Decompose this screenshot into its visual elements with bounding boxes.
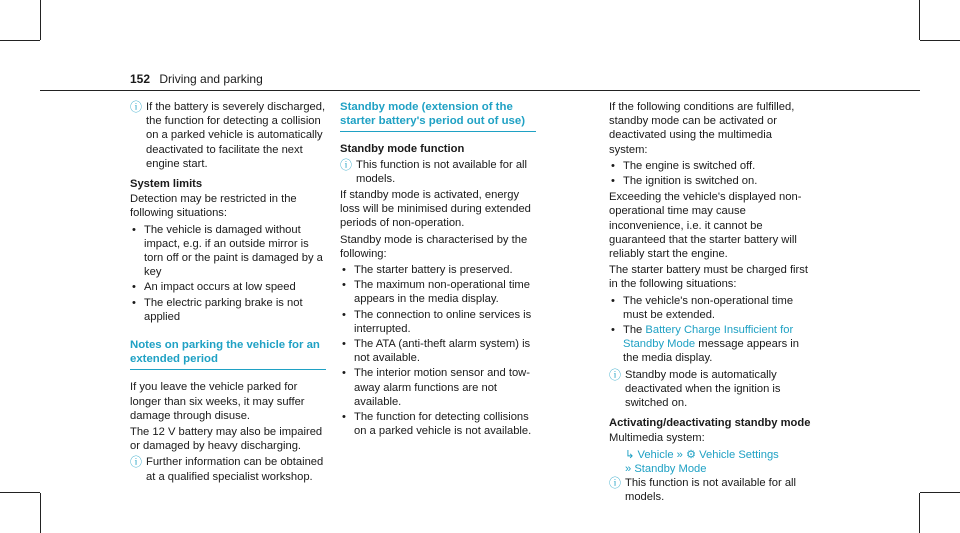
info-note: ⓘ This function is not available for all models. [609,476,797,504]
list-item: • An impact occurs at low speed [130,280,326,294]
info-note: ⓘ Standby mode is automatically deactivated when the ignition is switched on. [609,367,781,410]
info-icon: ⓘ [340,157,353,172]
system-limits-title: System limits [130,178,203,191]
crop-mark [919,493,920,533]
info-note: ⓘ This function is not available for all models. [340,157,528,185]
column-left [130,100,326,486]
paragraph: Exceeding the vehicle's displayed non-operational time may cause inconvenience, i.e. it cannot be guaranteed that the starter battery will reliably start the engine. [609,191,802,261]
crop-mark [40,493,41,533]
page-header [130,72,263,86]
crop-mark [0,492,40,493]
crop-mark [0,40,40,41]
paragraph: If standby mode is activated, energy loss will be minimised during extended periods of non-operation. [340,189,531,230]
info-icon: ⓘ [130,100,143,114]
paragraph: If you leave the vehicle parked for longer than six weeks, it may suffer damage through disuse. [130,381,305,422]
info-icon: ⓘ [130,455,143,470]
section-heading: Notes on parking the vehicle for an extended period [130,338,326,370]
list-item: • The connection to online services is interrupted. [340,308,536,336]
double-chevron-icon: » [676,448,683,461]
menu-item-standby-mode: Standby Mode [634,462,707,475]
page-number: 152 [130,72,151,86]
crop-mark [920,492,960,493]
column-middle [340,92,536,440]
subheading: Standby mode function [340,143,465,156]
list-item: • The ignition is switched on. [609,174,811,188]
crop-mark [40,0,41,40]
menu-path [625,448,811,462]
info-note: ⓘ If the battery is severely discharged, the function for detecting a collision on a parked vehicle is automatically deactivated to facilitate the next engine start. [130,100,326,170]
paragraph: Standby mode is characterised by the following: [340,233,528,260]
list-item: • The interior motion sensor and tow-away alarm functions are not available. [340,366,536,409]
list-item: • The electric parking brake is not applied [130,296,326,324]
info-icon: ⓘ [609,367,622,382]
crop-mark [920,40,960,41]
standby-features-list [340,263,536,438]
list-item: • The vehicle is damaged without impact, e.g. if an outside mirror is torn off or the paint is damaged by a key [130,223,326,280]
list-item: • The ATA (anti-theft alarm system) is not available. [340,337,536,365]
limits-list [130,223,326,324]
list-item: • The function for detecting collisions on a parked vehicle is not available. [340,410,536,438]
column-right [609,100,811,506]
menu-path [625,462,811,476]
header-rule [40,90,920,91]
limits-intro: Detection may be restricted in the following situations: [130,193,297,220]
info-icon: ⓘ [609,476,622,491]
paragraph: Multimedia system: [609,432,705,445]
car-settings-icon: ⚙ [686,448,697,461]
list-item: • The maximum non-operational time appears in the media display. [340,278,536,306]
list-item: • The starter battery is preserved. [340,263,536,277]
conditions-list [609,159,811,188]
list-item: • The vehicle's non-operational time must be extended. [609,294,811,322]
menu-item-vehicle: Vehicle [637,448,674,461]
subheading: Activating/deactivating standby mode [609,417,811,430]
list-item: • The engine is switched off. [609,159,811,173]
double-chevron-icon: » [625,462,632,475]
crop-mark [919,0,920,40]
paragraph: The 12 V battery may also be impaired or damaged by heavy discharging. [130,426,323,453]
section-heading: Standby mode (extension of the starter battery's period out of use) [340,100,536,132]
list-item: • The Battery Charge Insufficient for Standby Mode message appears in the media display. [609,323,811,366]
paragraph: The starter battery must be charged first in the following situations: [609,264,808,291]
menu-item-vehicle-settings: Vehicle Settings [699,448,779,461]
display-message-link: Battery Charge Insufficient for Standby Mode [623,324,794,351]
situations-list [609,294,811,366]
section-title: Driving and parking [159,72,263,86]
paragraph: If the following conditions are fulfilled, standby mode can be activated or deactivated using the multimedia system: [609,101,795,156]
info-note: ⓘ Further information can be obtained at a qualified specialist workshop. [130,455,324,483]
menu-arrow-icon: ↳ [625,448,635,461]
